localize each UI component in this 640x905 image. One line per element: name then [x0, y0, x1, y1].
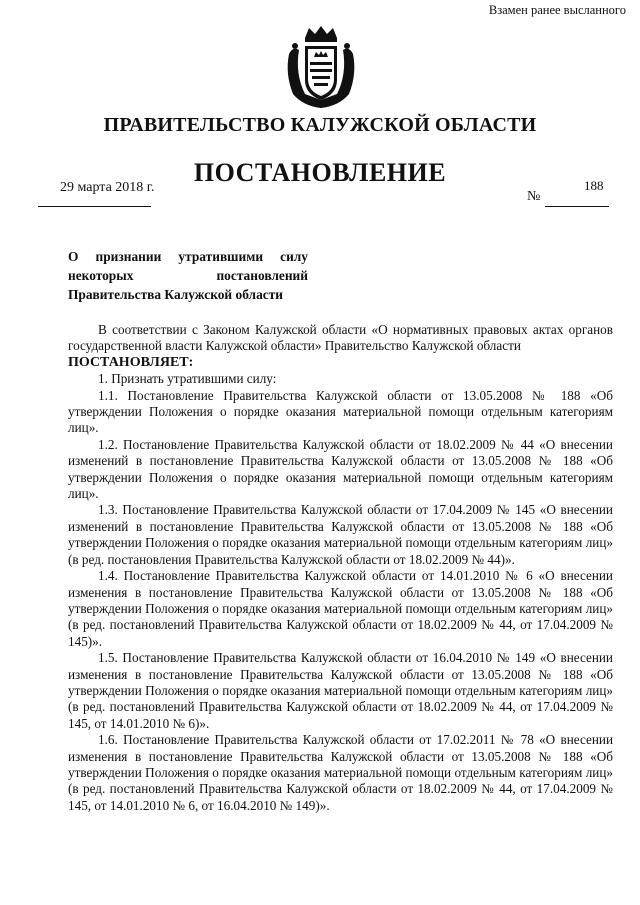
coat-of-arms-icon [283, 24, 359, 110]
clause-paragraph: 1.1. Постановление Правительства Калужской области от 13.05.2008 № 188 «Об утверждении Положения о порядке оказания материальной помощи отдельным категориям лиц». [68, 387, 613, 436]
number-underline [545, 206, 609, 207]
number-label: № [527, 189, 541, 204]
resolve-heading: ПОСТАНОВЛЯЕТ: [68, 354, 194, 370]
replacement-stamp: Взамен ранее высланного [488, 3, 626, 17]
document-date: 29 марта 2018 г. [60, 180, 155, 195]
document-body [68, 322, 613, 814]
subject-line: некоторых постановлений [68, 268, 308, 283]
subject-line: Правительства Калужской области [68, 287, 284, 302]
clause-paragraph: 1.6. Постановление Правительства Калужской области от 17.02.2011 № 78 «О внесении изменения в постановление Правительства Калужской области от 13.05.2008 № 188 «Об утверждении Положения о порядке оказания материальной помощи отдельным категориям лиц» (в ред. постановлений Правительства Калужской области от 18.02.2009 № 44, от 17.04.2009 № 145, от 14.01.2010 № 6, от 16.04.2010 № 149)». [68, 732, 613, 813]
clause-paragraph: 1.3. Постановление Правительства Калужской области от 17.04.2009 № 145 «О внесении изменений в постановление Правительства Калужской области от 13.05.2008 № 188 «Об утверждении Положения о порядке оказания материальной помощи отдельным категориям лиц» (в ред. постановления Правительства Калужской области от 18.02.2009 № 44)». [68, 502, 613, 567]
clause-paragraph: 1. Признать утратившими силу: [98, 371, 277, 387]
organization-title: ПРАВИТЕЛЬСТВО КАЛУЖСКОЙ ОБЛАСТИ [103, 114, 537, 136]
subject-line: О признании утратившими силу [68, 249, 308, 264]
clause-paragraph: 1.2. Постановление Правительства Калужской области от 18.02.2009 № 44 «О внесении изменений в постановление Правительства Калужской области от 13.05.2008 № 188 «Об утверждении Положения о порядке оказания материальной помощи отдельным категориям лиц». [68, 436, 613, 502]
clause-paragraph: 1.5. Постановление Правительства Калужской области от 16.04.2010 № 149 «О внесении изменения в постановление Правительства Калужской области от 13.05.2008 № 188 «Об утверждении Положения о порядке оказания материальной помощи отдельным категориям лиц» (в ред. постановлений Правительства Калужской области от 18.02.2009 № 44, от 17.04.2009 № 145, от 14.01.2010 № 6)». [68, 650, 613, 731]
document-subject [68, 247, 308, 304]
preamble-paragraph: В соответствии с Законом Калужской области «О нормативных правовых актах органов государственной власти Калужской области» Правительство Калужской области [68, 322, 613, 354]
document-type: ПОСТАНОВЛЕНИЕ [193, 158, 447, 187]
document-number: 188 [584, 178, 604, 193]
date-underline [38, 206, 151, 207]
clause-paragraph: 1.4. Постановление Правительства Калужской области от 14.01.2010 № 6 «О внесении изменения в постановление Правительства Калужской области от 13.05.2008 № 188 «Об утверждении Положения о порядке оказания материальной помощи отдельным категориям лиц» (в ред. постановлений Правительства Калужской области от 18.02.2009 № 44, от 17.04.2009 № 145)». [68, 568, 613, 649]
